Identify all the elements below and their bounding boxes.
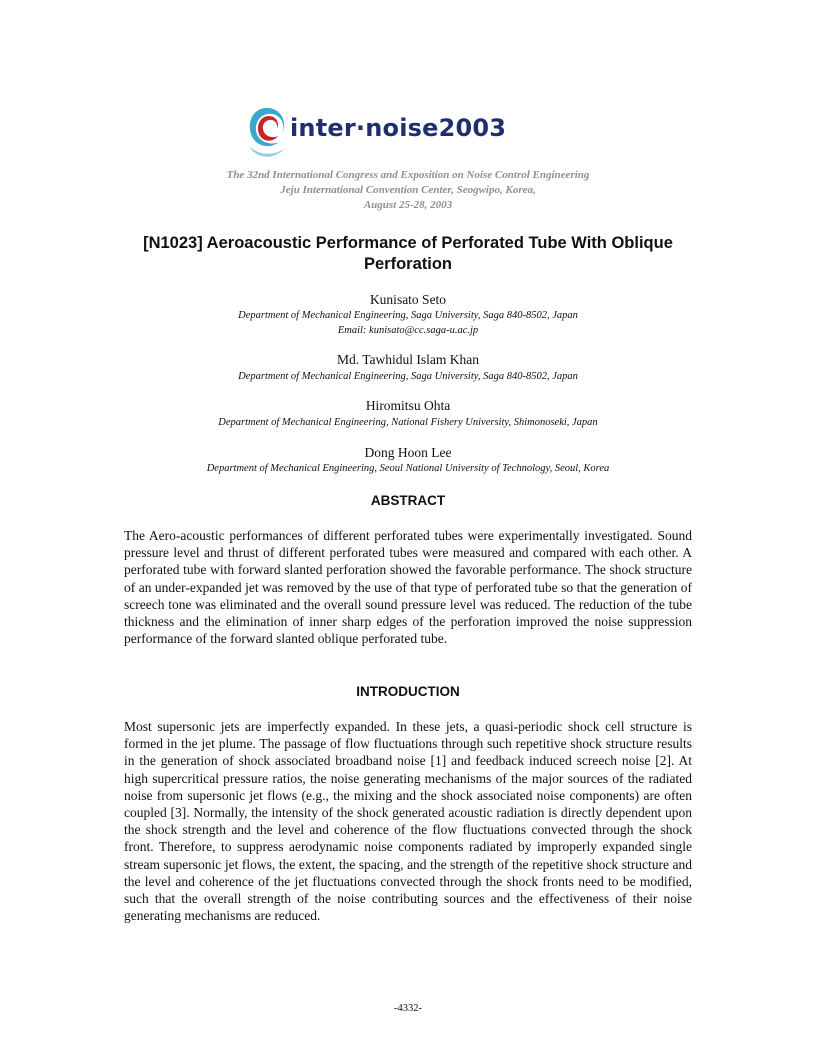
abstract-text: The Aero-acoustic performances of different perforated tubes were experimentally investigated. Sound pressure level and thrust of different perforated tubes were measured and compared with each other. A perforated tube with forward slanted perforation showed the favorable performance. The shock structure of an under-expanded jet was removed by the use of that type of perforated tube so that the generation of screech tone was eliminated and the overall sound pressure level was reduced. The reduction of the tube thickness and the elimination of inner sharp edges of the perforation improved the noise suppression performance of the forward slanted oblique perforated tube. — [124, 528, 692, 647]
conference-info — [0, 168, 816, 213]
author-affiliation: Department of Mechanical Engineering, Saga University, Saga 840-8502, Japan — [238, 371, 578, 382]
conference-logo — [245, 102, 525, 164]
author-name: Kunisato Seto — [369, 292, 447, 307]
logo-wordmark: inter·noise2003 — [290, 114, 507, 142]
paper-title: [N1023] Aeroacoustic Performance of Perforated Tube With Oblique Perforation — [143, 234, 673, 273]
introduction-text: Most supersonic jets are imperfectly expanded. In these jets, a quasi-periodic shock cell structure is formed in the jet plume. The passage of flow fluctuations through such repetitive shock structure results in the generation of shock associated broadband noise [1] and feedback induced screech noise [2]. At high supercritical pressure ratios, the noise generating mechanisms of the major sources of the radiated noise from supersonic jet flows (e.g., the mixing and the shock associated noise components) are often coupled [3]. Normally, the intensity of the shock generated acoustic radiation is directly dependent upon the shock strength and the level and coherence of the flow fluctuations convected through the shock front. Therefore, to suppress aerodynamic noise components radiated by improperly expanded single stream supersonic jet flows, the extent, the spacing, and the strength of the repetitive shock structure and the level and coherence of the jet fluctuations convected through the shock fronts need to be modified, such that the overall strength of the noise contributing sources and the effectiveness of their noise generating mechanisms are reduced. — [124, 719, 692, 924]
conference-dates: August 25-28, 2003 — [363, 199, 453, 211]
introduction-heading: INTRODUCTION — [356, 684, 460, 699]
author-affiliation: Department of Mechanical Engineering, Saga University, Saga 840-8502, Japan — [238, 310, 578, 321]
swirl-logo-icon — [245, 102, 289, 164]
author-name: Hiromitsu Ohta — [365, 398, 451, 413]
conference-venue: Jeju International Convention Center, Seogwipo, Korea, — [280, 184, 536, 196]
author-name: Md. Tawhidul Islam Khan — [336, 352, 480, 367]
author-name: Dong Hoon Lee — [364, 445, 452, 460]
author-email: Email: kunisato@cc.saga-u.ac.jp — [337, 325, 479, 336]
author-affiliation: Department of Mechanical Engineering, Seoul National University of Technology, Seoul, Korea — [206, 463, 610, 474]
conference-name: The 32nd International Congress and Exposition on Noise Control Engineering — [226, 169, 590, 181]
author-affiliation: Department of Mechanical Engineering, National Fishery University, Shimonoseki, Japan — [218, 417, 598, 428]
page-number: -4332- — [394, 1003, 422, 1014]
abstract-heading: ABSTRACT — [370, 493, 446, 508]
